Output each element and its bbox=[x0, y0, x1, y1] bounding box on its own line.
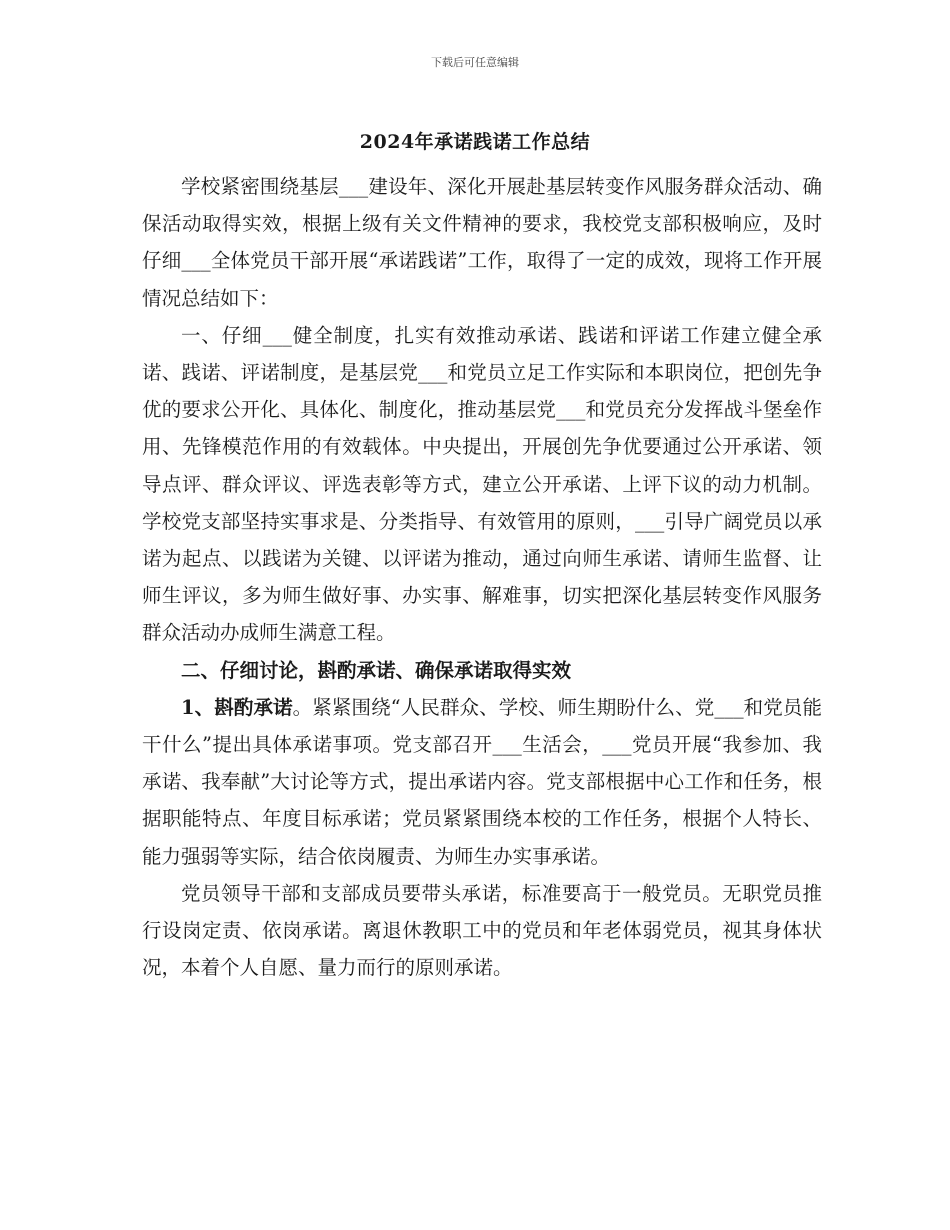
paragraph-commitment-text: 。紧紧围绕“人民群众、学校、师生期盼什么、党___和党员能干什么”提出具体承诺事项。党支部召开___生活会，___党员开展“我参加、我承诺、我奉献”大讨论等方式，提出承诺内容。党支部根据中心工作和任务，根据职能特点、年度目标承诺；党员紧紧围绕本校的工作任务，根据个人特长、能力强弱等实际，结合依岗履责、为师生办实事承诺。 bbox=[142, 695, 822, 868]
paragraph-lead: 1、斟酌承诺 bbox=[181, 695, 293, 719]
paragraph-intro: 学校紧密围绕基层___建设年、深化开展赴基层转变作风服务群众活动、确保活动取得实效，根据上级有关文件精神的要求，我校党支部积极响应，及时仔细___全体党员干部开展“承诺践诺”工作，取得了一定的成效，现将工作开展情况总结如下： bbox=[142, 175, 822, 310]
section-heading-2: 二、仔细讨论，斟酌承诺、确保承诺取得实效 bbox=[181, 658, 572, 682]
document-title: 2024年承诺践诺工作总结 bbox=[359, 131, 591, 153]
document-body bbox=[142, 168, 822, 986]
header-note: 下载后可任意编辑 bbox=[431, 56, 519, 69]
paragraph-section-1: 一、仔细___健全制度，扎实有效推动承诺、践诺和评诺工作建立健全承诺、践诺、评诺制度，是基层党___和党员立足工作实际和本职岗位，把创先争优的要求公开化、具体化、制度化，推动基层党___和党员充分发挥战斗堡垒作用、先锋模范作用的有效载体。中央提出，开展创先争优要通过公开承诺、领导点评、群众评议、评选表彰等方式，建立公开承诺、上评下议的动力机制。学校党支部坚持实事求是、分类指导、有效管用的原则，___引导广阔党员以承诺为起点、以践诺为关键、以评诺为推动，通过向师生承诺、请师生监督、让师生评议，多为师生做好事、办实事、解难事，切实把深化基层转变作风服务群众活动办成师生满意工程。 bbox=[142, 323, 822, 645]
paragraph-commitment bbox=[142, 689, 822, 875]
paragraph-leaders: 党员领导干部和支部成员要带头承诺，标准要高于一般党员。无职党员推行设岗定责、依岗承诺。离退休教职工中的党员和年老体弱党员，视其身体状况，本着个人自愿、量力而行的原则承诺。 bbox=[142, 881, 822, 980]
